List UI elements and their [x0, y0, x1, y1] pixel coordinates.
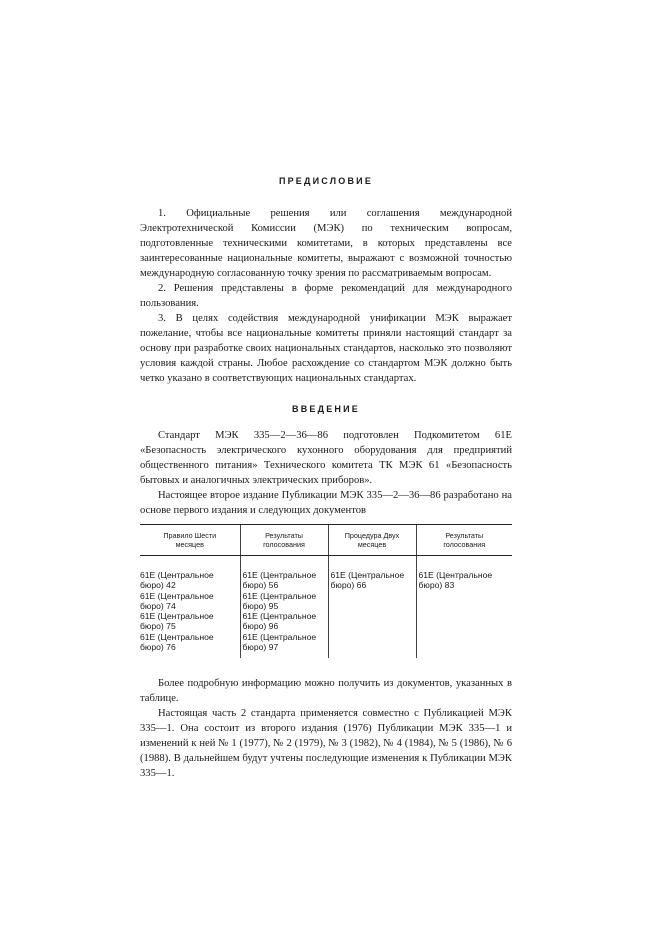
- table-row: [140, 556, 512, 659]
- document-entry: 61E (Центральное бюро) 95: [242, 590, 317, 611]
- document-entry: 61E (Центральное бюро) 74: [140, 590, 214, 611]
- table-header-cell: Результаты голосования: [416, 525, 512, 556]
- document-content: [140, 176, 512, 781]
- after-table-paragraph-1: Более подробную информацию можно получить из документов, указанных в таблице.: [140, 678, 512, 705]
- preface-paragraph-1: 1. Официальные решения или соглашения международной Электротехнической Комиссии (МЭК) по техническим вопросам, подготовленные техническими комитетами, в которых представлены все заинтересованные национальные комитеты, выражают с возможной точностью международную согласованную точку зрения по рассматриваемым вопросам.: [140, 208, 512, 279]
- document-entry: 61E (Центральное бюро) 97: [242, 631, 317, 653]
- preface-paragraph-3: 3. В целях содействия международной унификации МЭК выражает пожелание, чтобы все национальные комитеты приняли настоящий стандарт за основу при разработке своих национальных стандартов, насколько это позволяют условия каждой страны. Любое расхождение со стандартом МЭК должно быть четко указано в соответствующих национальных стандартах.: [140, 313, 512, 384]
- document-entry: 61E (Центральное бюро) 76: [140, 631, 214, 653]
- preface-heading: ПРЕДИСЛОВИЕ: [278, 176, 374, 186]
- intro-heading: ВВЕДЕНИЕ: [292, 404, 360, 414]
- document-entry: 61E (Центральное бюро) 42: [140, 570, 214, 591]
- document-entry: 61E (Центральное бюро) 75: [140, 611, 214, 632]
- table-cell-voting-results-2: [416, 556, 512, 659]
- table-header-row: [140, 525, 512, 556]
- table-cell-two-months: [328, 556, 416, 659]
- document-entry: 61E (Центральное бюро) 83: [418, 570, 493, 591]
- table-cell-voting-results: [240, 556, 328, 659]
- table-cell-six-months: [140, 556, 240, 659]
- document-entry: 61E (Центральное бюро) 66: [330, 570, 405, 591]
- after-table-paragraph-2: Настоящая часть 2 стандарта применяется совместно с Публикацией МЭК 335—1. Она состоит из второго издания (1976) Публикации МЭК 335—1 и изменений к ней № 1 (1977), № 2 (1979), № 3 (1982), № 4 (1984), № 5 (1986), № 6 (1988). В дальнейшем будут учтены последующие изменения к Публикации МЭК 335—1.: [140, 708, 512, 780]
- document-entry: 61E (Центральное бюро) 56: [242, 570, 317, 591]
- intro-paragraph-2: Настоящее второе издание Публикации МЭК 335—2—36—86 разработано на основе первого издания и следующих документов: [140, 490, 512, 516]
- table-header-cell: Результаты голосования: [240, 525, 328, 556]
- documents-table: [140, 524, 512, 658]
- preface-paragraph-2: 2. Решения представлены в форме рекомендаций для международного пользования.: [140, 283, 512, 309]
- table-header-cell: Правило Шести месяцев: [140, 525, 240, 556]
- intro-paragraph-1: Стандарт МЭК 335—2—36—86 подготовлен Подкомитетом 61Е «Безопасность электрического кухонного оборудования для предприятий общественного питания» Технического комитета ТК МЭК 61 «Безопасность бытовых и аналогичных электрических приборов».: [140, 430, 512, 486]
- table-header-cell: Процедура Двух месяцев: [328, 525, 416, 556]
- document-entry: 61E (Центральное бюро) 96: [242, 611, 317, 632]
